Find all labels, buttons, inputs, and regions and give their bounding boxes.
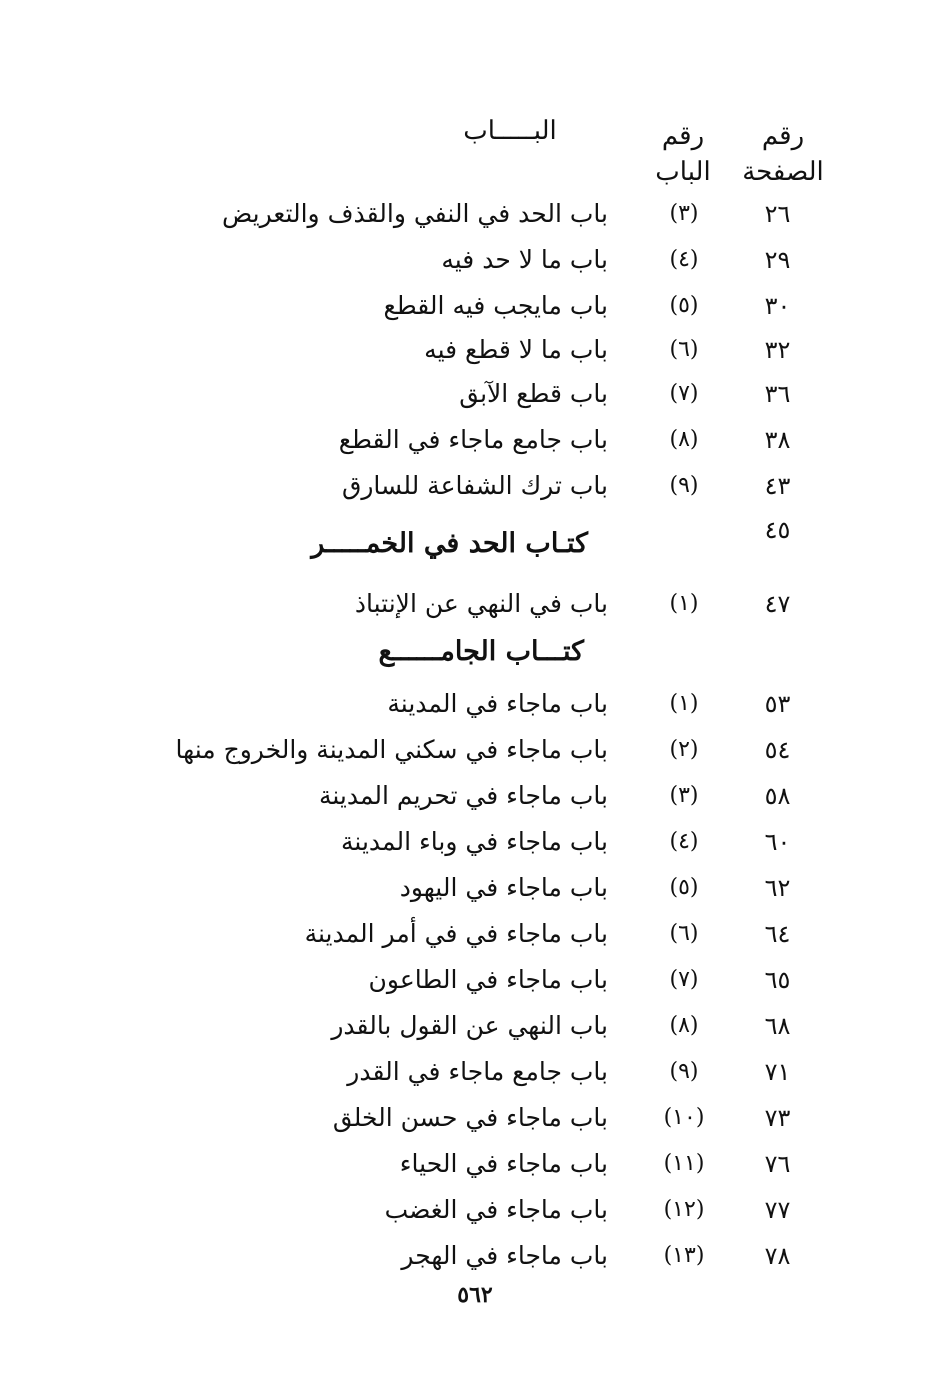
- chapter-number: (٢): [669, 737, 699, 762]
- page-number: ٣٢: [764, 336, 791, 364]
- chapter-title: باب ماجاء في الطاعون: [368, 965, 608, 994]
- chapter-number: (١): [669, 591, 699, 616]
- chapter-number: (٤): [669, 247, 699, 272]
- table-row: [0, 328, 950, 372]
- chapter-number: (٣): [669, 783, 699, 808]
- page-number: ٥٤: [764, 736, 791, 764]
- page-number: ٥٨: [764, 782, 791, 810]
- table-row: [0, 866, 950, 910]
- chapter-title: باب ما لا حد فيه: [441, 245, 608, 274]
- chapter-number: (١١): [663, 1151, 705, 1176]
- page-number: ٧٦: [764, 1150, 791, 1178]
- page-number: ٣٠: [764, 292, 791, 320]
- chapter-number: (٣): [669, 201, 699, 226]
- table-row: [0, 728, 950, 772]
- page-number: ٦٨: [764, 1012, 791, 1040]
- table-row: [0, 464, 950, 508]
- chapter-title: باب في النهي عن الإنتباذ: [354, 589, 608, 618]
- header-page-number: رقم الصفحة: [742, 121, 824, 187]
- chapter-title: باب ترك الشفاعة للسارق: [341, 471, 608, 500]
- chapter-number: (٥): [669, 875, 699, 900]
- chapter-title: باب ماجاء في المدينة: [387, 689, 608, 718]
- table-row: [0, 1234, 950, 1278]
- table-row: [0, 958, 950, 1002]
- table-row: [0, 238, 950, 282]
- table-row: [0, 1004, 950, 1048]
- chapter-title: باب ماجاء في تحريم المدينة: [318, 781, 608, 810]
- chapter-number: (٩): [669, 473, 699, 498]
- chapter-number: (٨): [669, 427, 699, 452]
- table-row: [0, 192, 950, 236]
- table-row: [0, 1096, 950, 1140]
- chapter-number: (٧): [669, 381, 699, 406]
- page-number: ٧٨: [764, 1242, 791, 1270]
- page-number: ٢٦: [764, 200, 791, 228]
- footer-page-number: ٥٦٢: [457, 1282, 493, 1308]
- table-row: [0, 582, 950, 626]
- chapter-title: باب ماجاء في الحياء: [399, 1149, 608, 1178]
- chapter-number: (٧): [669, 967, 699, 992]
- chapter-title: باب النهي عن القول بالقدر: [331, 1011, 608, 1040]
- chapter-title: باب مايجب فيه القطع: [383, 291, 608, 320]
- chapter-number: (٦): [669, 337, 699, 362]
- page-number: ٤٥: [764, 516, 791, 544]
- table-row: [0, 820, 950, 864]
- table-row: [0, 284, 950, 328]
- page-number: ٣٦: [764, 380, 791, 408]
- page-number: ٥٣: [764, 690, 791, 718]
- table-row: [0, 1142, 950, 1186]
- page-number: ٦٤: [764, 920, 791, 948]
- page-number: ٣٨: [764, 426, 791, 454]
- table-row: [0, 682, 950, 726]
- chapter-number: (٨): [669, 1013, 699, 1038]
- page-number: ٤٣: [764, 472, 791, 500]
- chapter-number: (١): [669, 691, 699, 716]
- table-row: [0, 774, 950, 818]
- chapter-title: باب ماجاء في في أمر المدينة: [304, 919, 608, 948]
- table-row: [0, 1050, 950, 1094]
- chapter-title: باب قطع الآبق: [459, 379, 608, 408]
- chapter-title: باب جامع ماجاء في القطع: [338, 425, 608, 454]
- chapter-title: باب الحد في النفي والقذف والتعريض: [222, 199, 608, 228]
- book-title: كتـاب الحد في الخمـــــر: [311, 528, 588, 559]
- chapter-number: (٩): [669, 1059, 699, 1084]
- page-number: ٦٥: [764, 966, 791, 994]
- table-row: [0, 1188, 950, 1232]
- chapter-title: باب ماجاء في وباء المدينة: [341, 827, 608, 856]
- table-row: [0, 372, 950, 416]
- header-chapter: البـــــاب: [463, 116, 557, 146]
- chapter-title: باب جامع ماجاء في القدر: [347, 1057, 608, 1086]
- table-row: [0, 912, 950, 956]
- page-number: ٧٧: [764, 1196, 791, 1224]
- chapter-title: باب ما لا قطع فيه: [424, 335, 608, 364]
- page-number: ٧٣: [764, 1104, 791, 1132]
- page-number: ٢٩: [764, 246, 791, 274]
- page-number: ٧١: [764, 1058, 791, 1086]
- chapter-title: باب ماجاء في حسن الخلق: [332, 1103, 608, 1132]
- table-row: [0, 418, 950, 462]
- header-chapter-number: رقم الباب: [655, 121, 711, 187]
- chapter-number: (١٠): [663, 1105, 705, 1130]
- page-number: ٦٠: [764, 828, 791, 856]
- chapter-title: باب ماجاء في اليهود: [399, 873, 608, 902]
- chapter-number: (٤): [669, 829, 699, 854]
- chapter-title: باب ماجاء في الهجر: [401, 1241, 608, 1270]
- chapter-number: (١٣): [663, 1243, 705, 1268]
- chapter-title: باب ماجاء في الغضب: [384, 1195, 608, 1224]
- chapter-number: (١٢): [663, 1197, 705, 1222]
- page-number: ٦٢: [764, 874, 791, 902]
- chapter-number: (٦): [669, 921, 699, 946]
- page-number: ٤٧: [764, 590, 791, 618]
- book-title: كتـــاب الجامــــــع: [378, 636, 584, 667]
- chapter-title: باب ماجاء في سكني المدينة والخروج منها: [175, 735, 608, 764]
- chapter-number: (٥): [669, 293, 699, 318]
